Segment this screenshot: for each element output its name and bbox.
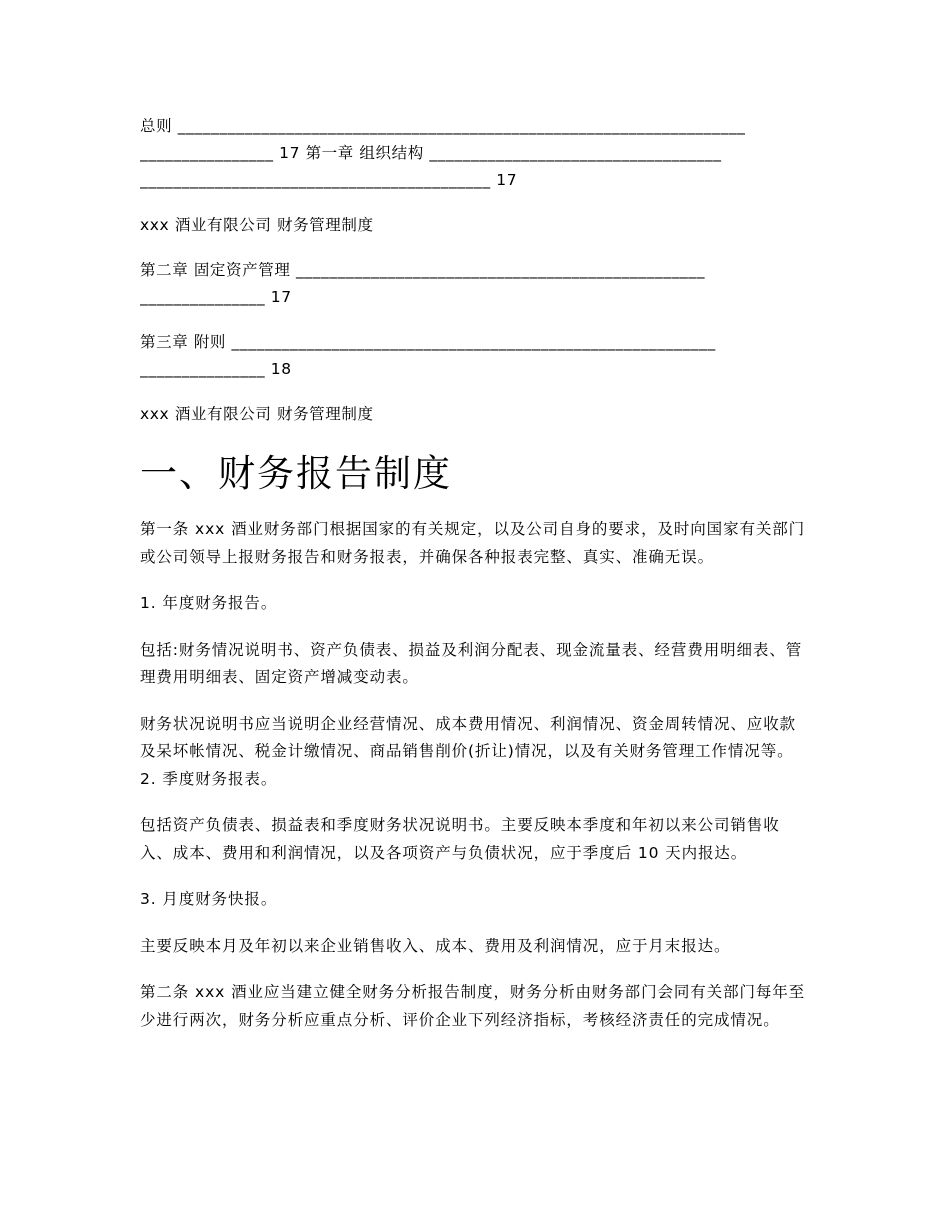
toc-line-chapter-two: 第二章 固定资产管理 _________________________________________________ xyxy=(140,261,706,279)
financial-statement-description: 财务状况说明书应当说明企业经营情况、成本费用情况、利润情况、资金周转情况、应收款及呆坏帐情况、税金计缴情况、商品销售削价(折让)情况，以及有关财务管理工作情况等。 2. 季度财务报表。 xyxy=(140,714,797,788)
toc-line-general-provisions: 总则 ____________________________________________________________________ xyxy=(140,117,746,135)
company-header: xxx 酒业有限公司 财务管理制度 xyxy=(140,216,374,234)
monthly-report-item: 3. 月度财务快报。 xyxy=(140,890,278,908)
article-one: 第一条 xxx 酒业财务部门根据国家的有关规定，以及公司自身的要求，及时向国家有关部门或公司领导上报财务报告和财务报表，并确保各种报表完整、真实、准确无误。 xyxy=(140,520,806,566)
quarterly-report-contents: 包括资产负债表、损益表和季度财务状况说明书。主要反映本季度和年初以来公司销售收入、成本、费用和利润情况，以及各项资产与负债状况，应于季度后 10 天内报达。 xyxy=(140,816,780,862)
article-two: 第二条 xxx 酒业应当建立健全财务分析报告制度，财务分析由财务部门会同有关部门每年至少进行两次，财务分析应重点分析、评价企业下列经济指标，考核经济责任的完成情况。 xyxy=(140,983,806,1029)
monthly-report-contents: 主要反映本月及年初以来企业销售收入、成本、费用及利润情况，应于月末报达。 xyxy=(140,936,731,955)
annual-report-contents: 包括:财务情况说明书、资产负债表、损益及利润分配表、现金流量表、经营费用明细表、管理费用明细表、固定资产增减变动表。 xyxy=(140,640,803,686)
section-heading: 一、财务报告制度 xyxy=(140,452,452,495)
toc-line-chapter-two-page: _______________ 17 xyxy=(140,288,292,306)
annual-report-item: 1. 年度财务报告。 xyxy=(140,594,278,612)
toc-line-chapter-one-page: __________________________________________ 17 xyxy=(140,171,518,189)
toc-line-chapter-three-page: _______________ 18 xyxy=(140,360,292,378)
toc-line-chapter-three: 第三章 附则 __________________________________________________________ xyxy=(140,333,716,351)
toc-line-chapter-one: ________________ 17 第一章 组织结构 ___________________________________ xyxy=(140,144,722,162)
company-header: xxx 酒业有限公司 财务管理制度 xyxy=(140,405,374,423)
document-page xyxy=(140,113,810,1034)
